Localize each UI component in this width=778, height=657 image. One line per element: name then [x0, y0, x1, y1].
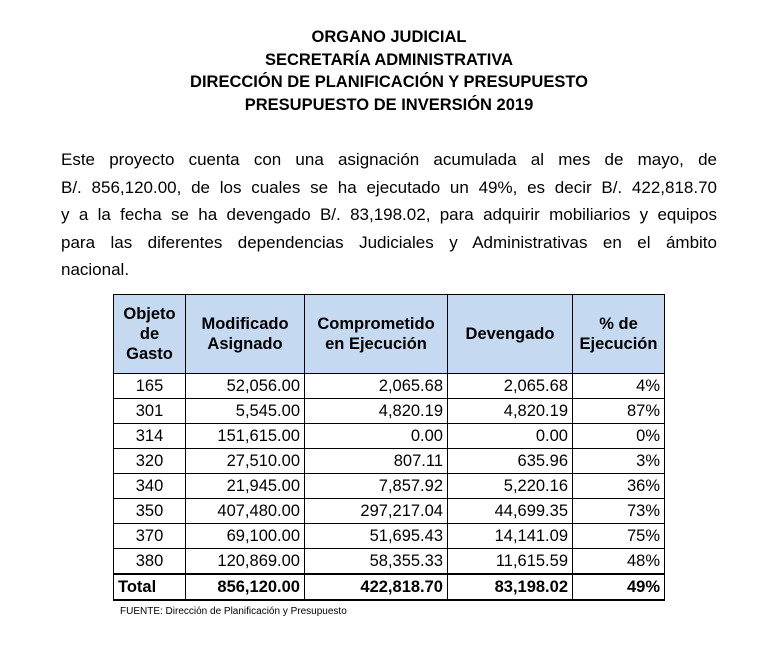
- cell-objeto: 350: [114, 499, 186, 524]
- total-devengado: 83,198.02: [448, 574, 573, 600]
- cell-modificado: 120,869.00: [186, 549, 305, 575]
- cell-devengado: 4,820.19: [448, 399, 573, 424]
- cell-comprometido: 0.00: [305, 424, 448, 449]
- heading-organization: ORGANO JUDICIAL: [311, 28, 467, 46]
- header-porcentaje-ejecucion: % de Ejecución: [573, 295, 665, 374]
- cell-objeto: 320: [114, 449, 186, 474]
- heading-secretariat: SECRETARÍA ADMINISTRATIVA: [264, 50, 514, 69]
- heading-budget-title: PRESUPUESTO DE INVERSIÓN 2019: [244, 95, 534, 114]
- table-row: [114, 399, 665, 424]
- source-note: FUENTE: Dirección de Planificación y Presupuesto: [120, 606, 347, 617]
- cell-porcentaje: 4%: [573, 374, 665, 399]
- cell-modificado: 151,615.00: [186, 424, 305, 449]
- cell-objeto: 314: [114, 424, 186, 449]
- cell-devengado: 14,141.09: [448, 524, 573, 549]
- paragraph-line: B/. 856,120.00, de los cuales se ha ejecutado un 49%, es decir B/. 422,818.70: [61, 177, 717, 197]
- cell-modificado: 52,056.00: [186, 374, 305, 399]
- cell-comprometido: 2,065.68: [305, 374, 448, 399]
- table-row: [114, 374, 665, 399]
- cell-devengado: 635.96: [448, 449, 573, 474]
- cell-devengado: 0.00: [448, 424, 573, 449]
- cell-comprometido: 4,820.19: [305, 399, 448, 424]
- paragraph-line: Este proyecto cuenta con una asignación acumulada al mes de mayo, de: [61, 150, 717, 169]
- total-label: Total: [114, 574, 186, 600]
- cell-objeto: 165: [114, 374, 186, 399]
- cell-porcentaje: 48%: [573, 549, 665, 575]
- cell-devengado: 5,220.16: [448, 474, 573, 499]
- paragraph-line: para las diferentes dependencias Judiciales y Administrativas en el ámbito: [61, 232, 717, 252]
- budget-table: [113, 294, 665, 601]
- header-modificado-asignado: Modificado Asignado: [186, 295, 305, 374]
- paragraph-line: y a la fecha se ha devengado B/. 83,198.02, para adquirir mobiliarios y equipos: [61, 205, 717, 224]
- table-total-row: [114, 574, 665, 600]
- cell-comprometido: 51,695.43: [305, 524, 448, 549]
- cell-porcentaje: 87%: [573, 399, 665, 424]
- document-heading: [0, 26, 778, 116]
- cell-devengado: 11,615.59: [448, 549, 573, 575]
- table-row: [114, 474, 665, 499]
- cell-objeto: 370: [114, 524, 186, 549]
- cell-porcentaje: 3%: [573, 449, 665, 474]
- table-row: [114, 499, 665, 524]
- cell-comprometido: 58,355.33: [305, 549, 448, 575]
- cell-objeto: 301: [114, 399, 186, 424]
- cell-porcentaje: 75%: [573, 524, 665, 549]
- cell-porcentaje: 0%: [573, 424, 665, 449]
- table-row: [114, 549, 665, 575]
- cell-modificado: 27,510.00: [186, 449, 305, 474]
- header-comprometido: Comprometido en Ejecución: [305, 295, 448, 374]
- cell-modificado: 21,945.00: [186, 474, 305, 499]
- table-header-row: [114, 295, 665, 374]
- cell-objeto: 380: [114, 549, 186, 575]
- summary-paragraph: [61, 146, 717, 284]
- cell-devengado: 44,699.35: [448, 499, 573, 524]
- cell-modificado: 407,480.00: [186, 499, 305, 524]
- cell-porcentaje: 73%: [573, 499, 665, 524]
- cell-objeto: 340: [114, 474, 186, 499]
- cell-modificado: 5,545.00: [186, 399, 305, 424]
- cell-porcentaje: 36%: [573, 474, 665, 499]
- header-devengado: Devengado: [448, 295, 573, 374]
- header-objeto-de-gasto: Objeto de Gasto: [114, 295, 186, 374]
- cell-modificado: 69,100.00: [186, 524, 305, 549]
- cell-comprometido: 7,857.92: [305, 474, 448, 499]
- total-porcentaje: 49%: [573, 574, 665, 600]
- table-row: [114, 424, 665, 449]
- total-modificado: 856,120.00: [186, 574, 305, 600]
- cell-comprometido: 297,217.04: [305, 499, 448, 524]
- total-comprometido: 422,818.70: [305, 574, 448, 600]
- heading-directorate: DIRECCIÓN DE PLANIFICACIÓN Y PRESUPUESTO: [190, 73, 588, 91]
- cell-comprometido: 807.11: [305, 449, 448, 474]
- table-row: [114, 524, 665, 549]
- paragraph-line: nacional.: [61, 260, 130, 279]
- cell-devengado: 2,065.68: [448, 374, 573, 399]
- table-row: [114, 449, 665, 474]
